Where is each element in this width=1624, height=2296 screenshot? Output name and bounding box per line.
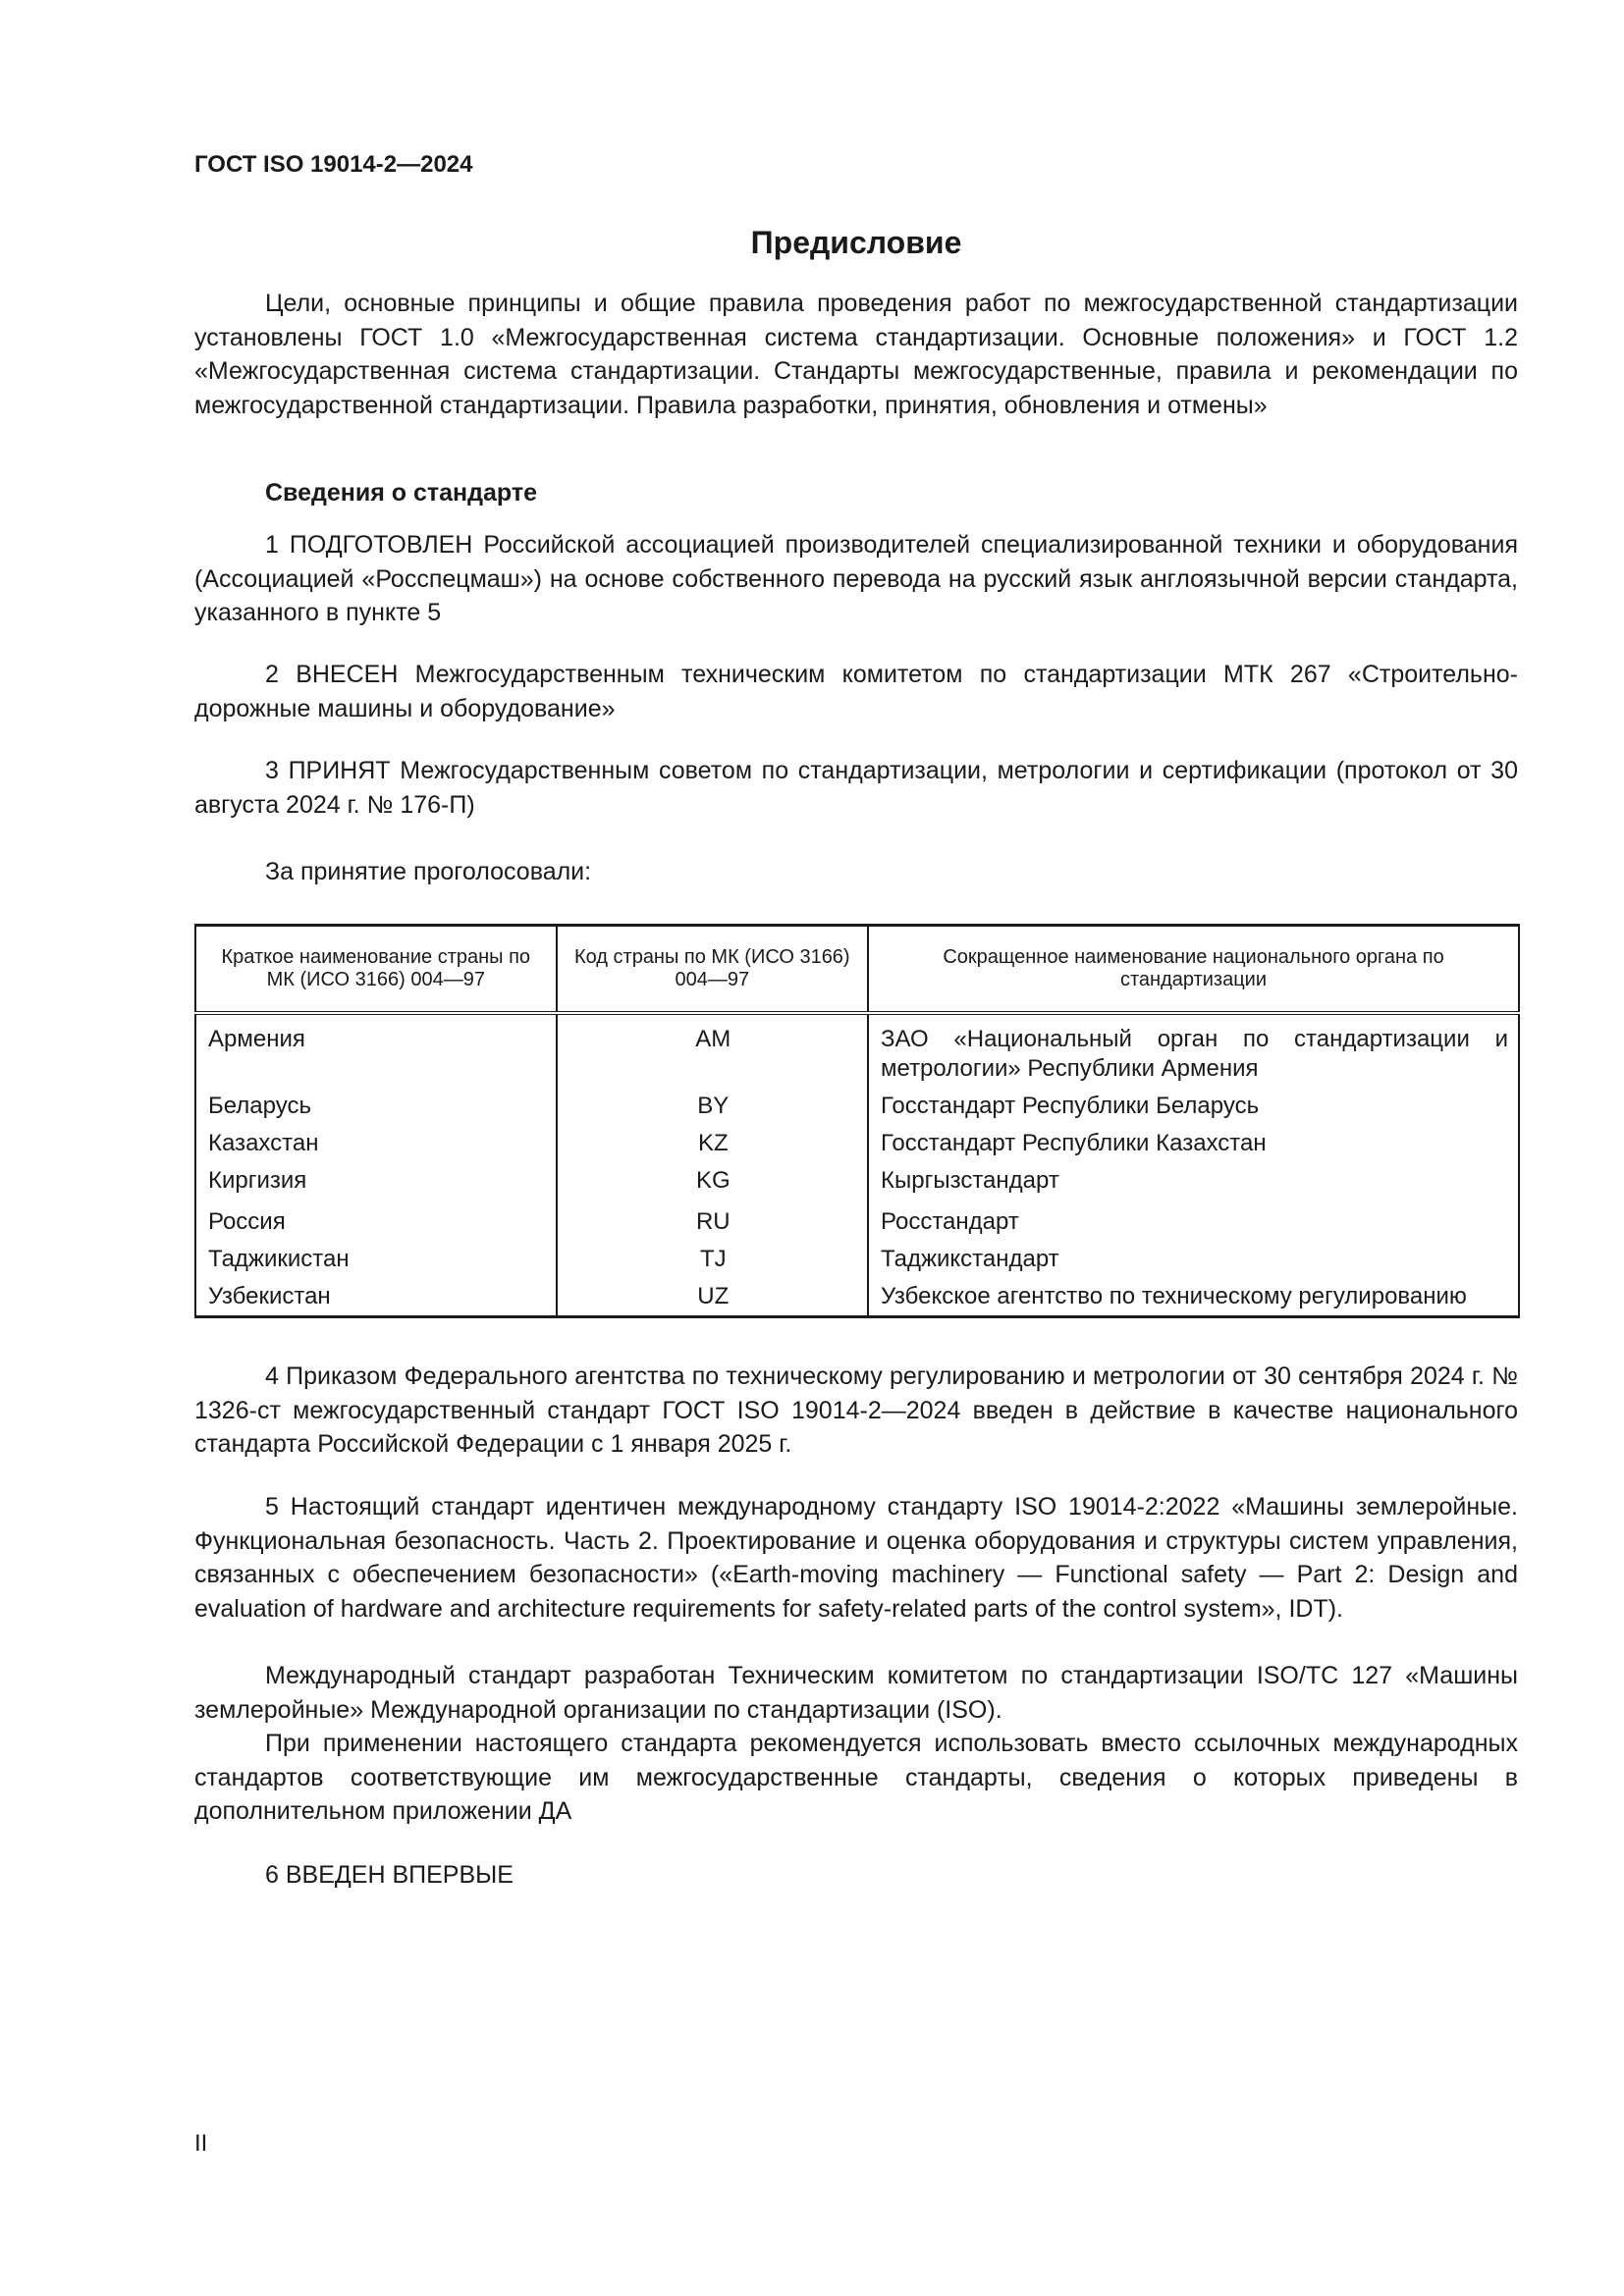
intro-paragraph: Цели, основные принципы и общие правила проведения работ по межгосударственной стандартизации установлены ГОСТ 1.0 «Межгосударственная система стандартизации. Основные положения» и ГОСТ 1.2 «Межгосударственная система стандартизации. Стандарты межгосударственные, правила и рекомендации по межгосударственной стандартизации. Правила разработки, принятия, обновления и отмены» — [194, 290, 1518, 419]
vote-intro: За принятие проголосовали: — [265, 858, 592, 885]
country-cell: Россия — [195, 1203, 557, 1241]
body-cell: ЗАО «Национальный орган по стандартизации и метрологии» Республики Армения — [868, 1013, 1519, 1088]
page-number: II — [194, 2130, 208, 2157]
item-2-paragraph: 2 ВНЕСЕН Межгосударственным техническим комитетом по стандартизации МТК 267 «Строительно-дорожные машины и оборудование» — [194, 661, 1518, 722]
code-cell: BY — [557, 1088, 868, 1125]
code-cell: UZ — [557, 1278, 868, 1317]
item-1-paragraph: 1 ПОДГОТОВЛЕН Российской ассоциацией производителей специализированной техники и оборудования (Ассоциацией «Росспецмаш») на основе собственного перевода на русский язык англоязычной версии стандарта, указанного в пункте 5 — [194, 531, 1518, 626]
body-cell: Узбекское агентство по техническому регулированию — [868, 1278, 1519, 1317]
country-cell: Таджикистан — [195, 1241, 557, 1278]
column-header-code: Код страны по МК (ИСО 3166) 004—97 — [557, 926, 868, 1014]
body-cell: Госстандарт Республики Беларусь — [868, 1088, 1519, 1125]
document-header: ГОСТ ISO 19014-2—2024 — [194, 151, 473, 178]
country-cell: Узбекистан — [195, 1278, 557, 1317]
table-row — [195, 1241, 1519, 1278]
code-cell: KZ — [557, 1125, 868, 1162]
body-cell: Кыргызстандарт — [868, 1162, 1519, 1203]
code-cell: AM — [557, 1013, 868, 1088]
table-row — [195, 1278, 1519, 1317]
code-cell: TJ — [557, 1241, 868, 1278]
item-5-application-paragraph: При применении настоящего стандарта рекомендуется использовать вместо ссылочных международных стандартов соответствующие им межгосударственные стандарты, сведения о которых приведены в дополнительном приложении ДА — [194, 1730, 1518, 1825]
table-row — [195, 1162, 1519, 1203]
country-cell: Беларусь — [195, 1088, 557, 1125]
country-cell: Армения — [195, 1013, 557, 1088]
table-row — [195, 1125, 1519, 1162]
code-cell: KG — [557, 1162, 868, 1203]
column-header-body: Сокращенное наименование национального органа по стандартизации — [868, 926, 1519, 1014]
table-row — [195, 1203, 1519, 1241]
body-cell: Росстандарт — [868, 1203, 1519, 1241]
countries-table — [194, 924, 1520, 1318]
section-heading: Сведения о стандарте — [265, 479, 538, 507]
column-header-country: Краткое наименование страны по МК (ИСО 3166) 004—97 — [195, 926, 557, 1014]
item-4-paragraph: 4 Приказом Федерального агентства по техническому регулированию и метрологии от 30 сентября 2024 г. № 1326-ст межгосударственный стандарт ГОСТ ISO 19014-2—2024 введен в действие в качестве национального стандарта Российской Федерации с 1 января 2025 г. — [194, 1362, 1518, 1458]
table-header-row — [195, 926, 1519, 1014]
body-cell: Таджикстандарт — [868, 1241, 1519, 1278]
item-5-committee-paragraph: Международный стандарт разработан Техническим комитетом по стандартизации ISO/TC 127 «Машины землеройные» Международной организации по стандартизации (ISO). — [194, 1662, 1518, 1724]
table-row — [195, 1088, 1519, 1125]
item-3-paragraph: 3 ПРИНЯТ Межгосударственным советом по стандартизации, метрологии и сертификации (протокол от 30 августа 2024 г. № 176-П) — [194, 757, 1518, 819]
body-cell: Госстандарт Республики Казахстан — [868, 1125, 1519, 1162]
page-title: Предисловие — [750, 225, 962, 260]
item-6-paragraph: 6 ВВЕДЕН ВПЕРВЫЕ — [265, 1861, 514, 1889]
item-5-paragraph: 5 Настоящий стандарт идентичен международному стандарту ISO 19014-2:2022 «Машины землеройные. Функциональная безопасность. Часть 2. Проектирование и оценка оборудования и структуры систем управления, связанных с обеспечением безопасности» («Earth-moving machinery — Functional safety — Part 2: Design and evaluation of hardware and architecture requirements for safety-related parts of the control system», IDT). — [194, 1493, 1518, 1623]
country-cell: Киргизия — [195, 1162, 557, 1203]
country-cell: Казахстан — [195, 1125, 557, 1162]
code-cell: RU — [557, 1203, 868, 1241]
table-row — [195, 1013, 1519, 1088]
